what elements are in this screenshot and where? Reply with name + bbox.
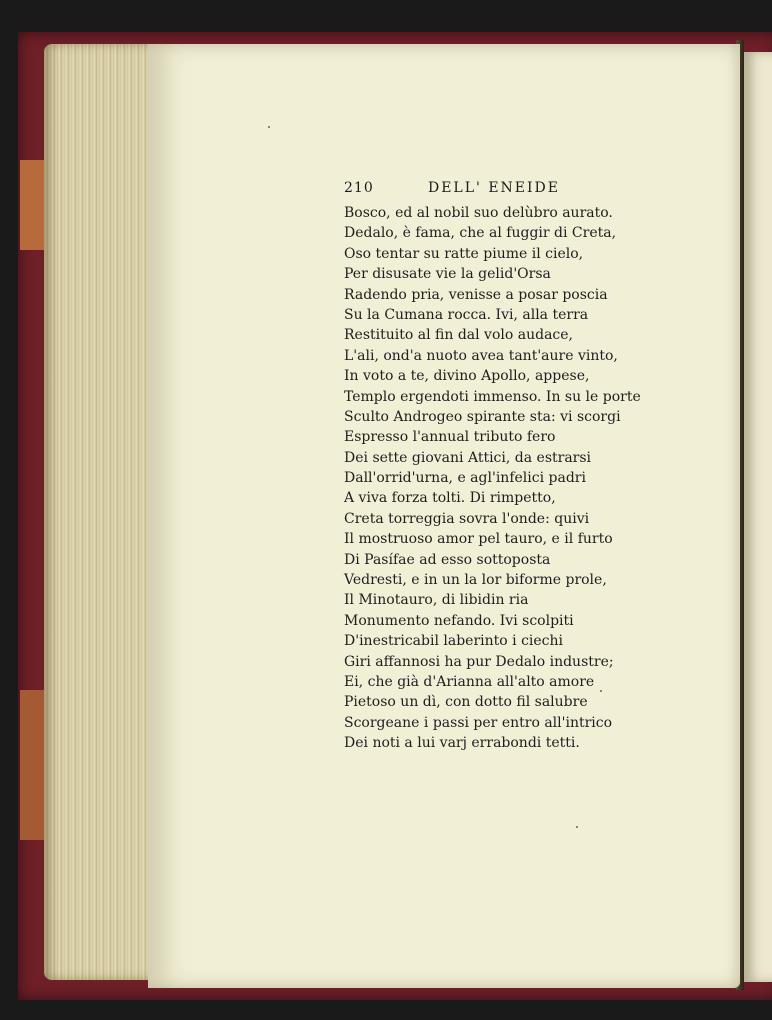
- poem-line: D'inestricabil laberinto i ciechi: [344, 633, 564, 650]
- poem-line: Sculto Androgeo spirante sta: vi scorgi: [344, 408, 621, 425]
- poem-line: Su la Cumana rocca. Ivi, alla terra: [344, 306, 589, 323]
- cover-corner-top: [20, 160, 46, 250]
- poem-line: In voto a te, divino Apollo, appese,: [344, 368, 590, 385]
- poem-line: Bosco, ed al nobil suo delùbro aurato.: [344, 205, 613, 221]
- poem-line: L'ali, ond'a nuoto avea tant'aure vinto,: [344, 347, 618, 364]
- paper-speck: [600, 690, 602, 692]
- paper-speck: [268, 126, 270, 128]
- poem-line: Creta torreggia sovra l'onde: quivi: [344, 510, 590, 527]
- poem-line: Dall'orrid'urna, e agl'infelici padri: [344, 470, 586, 487]
- poem-line: Per disusate vie la gelid'Orsa: [344, 266, 551, 283]
- poem-line: Scorgeane i passi per entro all'intrico: [344, 714, 613, 731]
- poem-line: Oso tentar su ratte piume il cielo,: [344, 245, 584, 262]
- cover-corner-bottom: [20, 690, 46, 840]
- poem-line: Dedalo, è fama, che al fuggir di Creta,: [344, 225, 617, 242]
- page-number: 210: [344, 180, 374, 196]
- poem-line: Espresso l'annual tributo fero: [344, 429, 556, 446]
- poem-text: [344, 203, 641, 754]
- poem-line: Restituito al fin dal volo audace,: [344, 327, 573, 344]
- poem-line: Dei sette giovani Attici, da estrarsi: [344, 449, 592, 466]
- poem-line: Pietoso un dì, con dotto fil salubre: [344, 694, 588, 711]
- poem-line: Giri affannosi ha pur Dedalo industre;: [344, 653, 614, 670]
- page-header: [344, 180, 560, 200]
- poem-line: Monumento nefando. Ivi scolpiti: [344, 612, 574, 629]
- poem-line: Il Minotauro, di libidin ria: [344, 592, 529, 609]
- paper-speck: [576, 826, 578, 828]
- poem-line: Ei, che già d'Arianna all'alto amore: [344, 673, 595, 690]
- poem-line: A viva forza tolti. Di rimpetto,: [344, 490, 556, 507]
- poem-line: Templo ergendoti immenso. In su le porte: [344, 388, 641, 405]
- facing-page: [744, 52, 772, 982]
- poem-line: Vedresti, e in un la lor biforme prole,: [344, 572, 607, 589]
- poem-line: Il mostruoso amor pel tauro, e il furto: [344, 531, 613, 548]
- page-edges: [44, 44, 156, 980]
- poem-line: Radendo pria, venisse a posar poscia: [344, 286, 608, 303]
- poem-line: Dei noti a lui varj errabondi tetti.: [344, 735, 580, 752]
- poem-line: Di Pasífae ad esso sottoposta: [344, 551, 551, 568]
- running-head: DELL' ENEIDE: [427, 180, 560, 196]
